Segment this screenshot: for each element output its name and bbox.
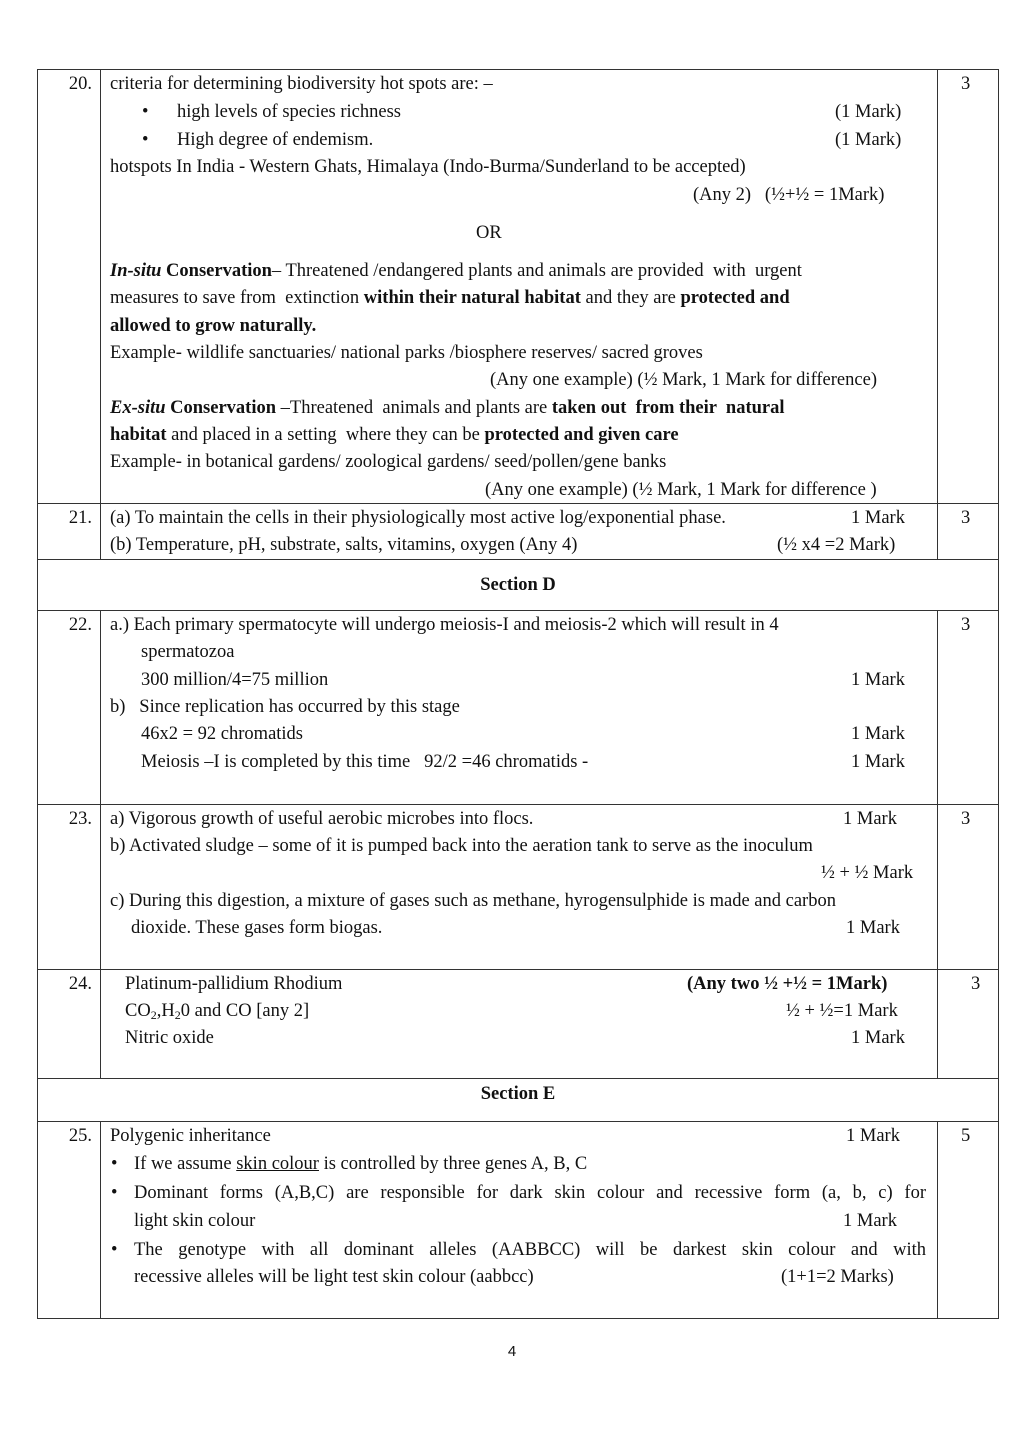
marks-note: ½ + ½=1 Mark bbox=[786, 1001, 898, 1021]
answer-line: high levels of species richness bbox=[177, 102, 401, 122]
question-number: 20. bbox=[68, 74, 92, 94]
marks-note: 1 Mark bbox=[851, 508, 905, 528]
question-number: 22. bbox=[68, 615, 92, 635]
answer-line: a) Vigorous growth of useful aerobic microbes into flocs. bbox=[110, 809, 534, 829]
answer-line: dioxide. These gases form biogas. bbox=[131, 918, 383, 938]
marks-note: 1 Mark bbox=[843, 809, 897, 829]
exsitu-line-1: Ex-situ Conservation –Threatened animals and plants are taken out from their natural bbox=[110, 398, 785, 418]
section-heading: Section E bbox=[480, 1084, 556, 1104]
marks-note: ½ + ½ Mark bbox=[821, 863, 914, 883]
answer-line: a.) Each primary spermatocyte will undergo meiosis-I and meiosis-2 which will result in 4 bbox=[110, 615, 779, 635]
section-heading: Section D bbox=[480, 575, 556, 595]
marks-note: 1 Mark bbox=[851, 724, 905, 744]
marks-note: (1 Mark) bbox=[835, 102, 902, 122]
marks-note: 1 Mark bbox=[843, 1211, 897, 1231]
insitu-line-2: measures to save from extinction within their natural habitat and they are protected and bbox=[110, 288, 790, 308]
marks-total: 3 bbox=[961, 74, 971, 94]
bullet-icon: • bbox=[142, 102, 149, 122]
exsitu-line-2: habitat and placed in a setting where they can be protected and given care bbox=[110, 425, 679, 445]
answer-line: b) Activated sludge – some of it is pumped back into the aeration tank to serve as the inoculum bbox=[110, 836, 813, 856]
answer-line: light skin colour bbox=[134, 1211, 256, 1231]
example-line: Example- wildlife sanctuaries/ national parks /biosphere reserves/ sacred groves bbox=[110, 343, 703, 363]
marks-total: 3 bbox=[971, 974, 981, 994]
marks-note: 1 Mark bbox=[846, 1126, 900, 1146]
marks-note: 1 Mark bbox=[851, 1028, 905, 1048]
answer-line: c) During this digestion, a mixture of gases such as methane, hyrogensulphide is made and carbon bbox=[110, 891, 836, 911]
marks-note: 1 Mark bbox=[851, 670, 905, 690]
marks-note: (1 Mark) bbox=[835, 130, 902, 150]
marks-note: 1 Mark bbox=[851, 752, 905, 772]
insitu-line-3: allowed to grow naturally. bbox=[110, 316, 317, 336]
marks-total: 3 bbox=[961, 809, 971, 829]
answer-line: Dominant forms (A,B,C) are responsible for dark skin colour and recessive form (a, b, c) for bbox=[134, 1183, 926, 1203]
answer-line: If we assume skin colour is controlled by three genes A, B, C bbox=[134, 1154, 588, 1174]
answer-line: The genotype with all dominant alleles (AABBCC) will be darkest skin colour and with bbox=[134, 1240, 926, 1260]
marks-total: 3 bbox=[961, 508, 971, 528]
example-line: Example- in botanical gardens/ zoological gardens/ seed/pollen/gene banks bbox=[110, 452, 667, 472]
bullet-icon: • bbox=[111, 1240, 118, 1260]
question-number: 21. bbox=[68, 508, 92, 528]
marks-note: (Any two ½ +½ = 1Mark) bbox=[687, 974, 888, 994]
or-separator: OR bbox=[476, 223, 502, 243]
marks-total: 3 bbox=[961, 615, 971, 635]
answer-line: recessive alleles will be light test skin colour (aabbcc) bbox=[134, 1267, 534, 1287]
question-number: 24. bbox=[68, 974, 92, 994]
marks-total: 5 bbox=[961, 1126, 971, 1146]
answer-line: hotspots In India - Western Ghats, Himalaya (Indo-Burma/Sunderland to be accepted) bbox=[110, 157, 746, 177]
answer-line: Nitric oxide bbox=[125, 1028, 214, 1048]
answer-line: b) Since replication has occurred by this stage bbox=[110, 697, 460, 717]
answer-line: 300 million/4=75 million bbox=[141, 670, 329, 690]
bullet-icon: • bbox=[111, 1183, 118, 1203]
answer-line: 46x2 = 92 chromatids bbox=[141, 724, 304, 744]
question-number: 25. bbox=[68, 1126, 92, 1146]
answer-line: (b) Temperature, pH, substrate, salts, vitamins, oxygen (Any 4) bbox=[110, 535, 578, 555]
answer-line: criteria for determining biodiversity hot spots are: – bbox=[110, 74, 493, 94]
answer-line: Platinum-pallidium Rhodium bbox=[125, 974, 343, 994]
marks-note: (Any one example) (½ Mark, 1 Mark for difference) bbox=[490, 370, 877, 390]
answer-line: High degree of endemism. bbox=[177, 130, 374, 150]
marks-note: 1 Mark bbox=[846, 918, 900, 938]
page-number: 4 bbox=[507, 1343, 517, 1360]
answer-line: spermatozoa bbox=[141, 642, 235, 662]
answer-line: Meiosis –I is completed by this time 92/2 =46 chromatids - bbox=[141, 752, 589, 772]
marks-note: (1+1=2 Marks) bbox=[781, 1267, 894, 1287]
marks-note: (½ x4 =2 Mark) bbox=[777, 535, 896, 555]
insitu-line-1: In-situ Conservation– Threatened /endangered plants and animals are provided with urgent bbox=[110, 261, 802, 281]
question-number: 23. bbox=[68, 809, 92, 829]
marks-note: (Any one example) (½ Mark, 1 Mark for difference ) bbox=[485, 480, 877, 500]
bullet-icon: • bbox=[111, 1154, 118, 1174]
marks-note: (Any 2) (½+½ = 1Mark) bbox=[693, 185, 885, 205]
answer-line: (a) To maintain the cells in their physiologically most active log/exponential phase. bbox=[110, 508, 726, 528]
answer-line: $CO_2,H_20$ and CO [any 2] bbox=[125, 1001, 310, 1022]
bullet-icon: • bbox=[142, 130, 149, 150]
answer-line: Polygenic inheritance bbox=[110, 1126, 271, 1146]
